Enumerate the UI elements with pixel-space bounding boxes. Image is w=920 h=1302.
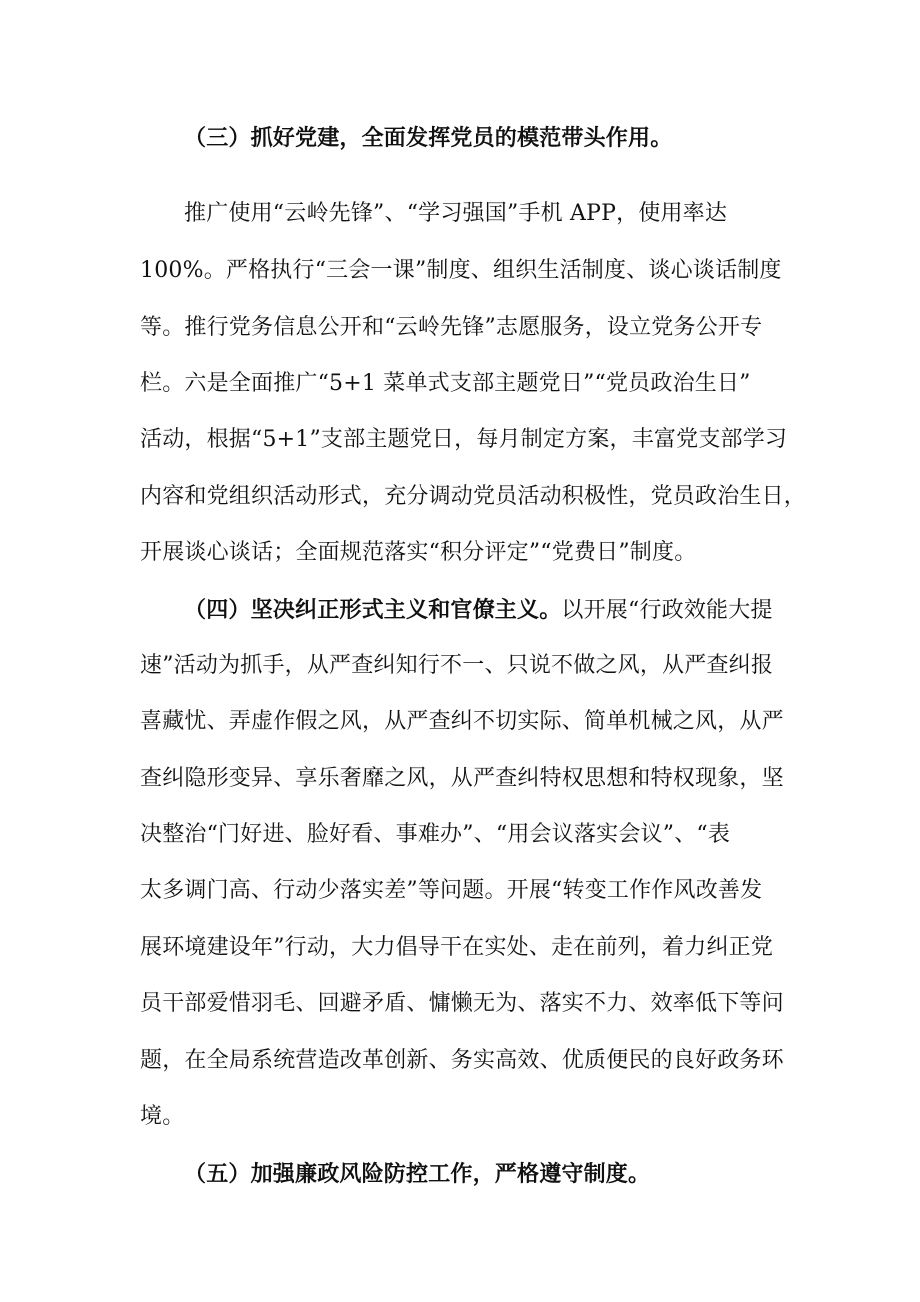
section-4-body-line-6: 展环境建设年”行动，大力倡导干在实处、走在前列，着力纠正党 (140, 935, 774, 960)
section-4-first-line (184, 596, 773, 625)
section-4-body-line-2: 喜藏忧、弄虚作假之风，从严查纠不切实际、简单机械之风，从严 (140, 709, 784, 734)
section-4-body-line-1: 速”活动为抓手，从严查纠知行不一、只说不做之风，从严查纠报 (140, 653, 774, 678)
section-3-body-line-1: 推广使用“云岭先锋”、“学习强国”手机 APP，使用率达 (184, 201, 728, 226)
section-4-body-line-3: 查纠隐形变异、享乐奢靡之风，从严查纠特权思想和特权现象，坚 (140, 766, 784, 791)
section-3-body-line-7: 开展谈心谈话；全面规范落实“积分评定”“党费日”制度。 (140, 540, 697, 565)
section-4-body-line-8: 题，在全局系统营造改革创新、务实高效、优质便民的良好政务环 (140, 1048, 784, 1073)
section-4-body-line-4: 决整治“门好进、脸好看、事难办”、“用会议落实会议”、“表 (140, 822, 731, 847)
section-4-heading: （四）坚决纠正形式主义和官僚主义。 (184, 597, 562, 623)
section-3-body-line-6: 内容和党组织活动形式，充分调动党员活动积极性，党员政治生日， (140, 484, 807, 509)
section-4-body-line-9: 境。 (140, 1104, 185, 1129)
section-3-body-line-5: 活动，根据“5+1”支部主题党日，每月制定方案，丰富党支部学习 (140, 427, 788, 452)
section-4-first-line-rest: 以开展“行政效能大提 (561, 598, 773, 623)
section-5-heading: （五）加强廉政风险防控工作，严格遵守制度。 (184, 1161, 651, 1187)
section-3-body-line-3: 等。推行党务信息公开和“云岭先锋”志愿服务，设立党务公开专 (140, 315, 763, 340)
section-4-body-line-7: 员干部爱惜羽毛、回避矛盾、慵懒无为、落实不力、效率低下等问 (140, 991, 784, 1016)
section-4-body-line-5: 太多调门高、行动少落实差”等问题。开展“转变工作作风改善发 (140, 878, 763, 903)
section-3-body-line-4: 栏。六是全面推广“5+1 菜单式支部主题党日”“党员政治生日” (140, 371, 751, 396)
section-3-body-line-2: 100%。严格执行“三会一课”制度、组织生活制度、谈心谈话制度 (140, 258, 782, 283)
section-3-heading: （三）抓好党建，全面发挥党员的模范带头作用。 (184, 125, 673, 151)
